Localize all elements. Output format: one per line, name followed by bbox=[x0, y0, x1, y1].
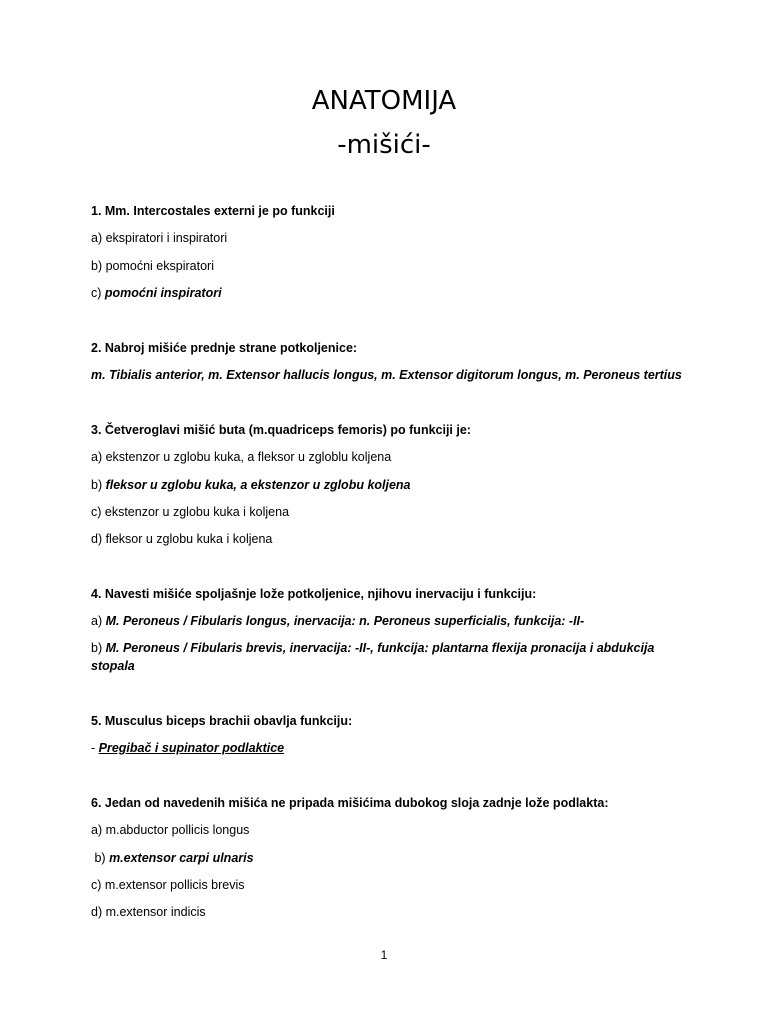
q4-option-b bbox=[91, 639, 691, 657]
q3-option-d: d) fleksor u zglobu kuka i koljena bbox=[91, 532, 273, 546]
question-4: 4. Navesti mišiće spoljašnje lože potkoljenice, njihovu inervaciju i funkciju: bbox=[91, 587, 537, 601]
q4-answer-b-line1: M. Peroneus / Fibularis brevis, inervacija: -II-, funkcija: plantarna flexija pronacija i abdukcija bbox=[105, 641, 655, 655]
q5-answer: Pregibač i supinator podlaktice bbox=[98, 741, 285, 755]
q1-option-c bbox=[91, 284, 691, 302]
q6-option-d: d) m.extensor indicis bbox=[91, 905, 206, 919]
q6-option-a: a) m.abductor pollicis longus bbox=[91, 823, 250, 837]
question-5: 5. Musculus biceps brachii obavlja funkciju: bbox=[91, 714, 353, 728]
q1-correct-answer: pomoćni inspiratori bbox=[104, 286, 222, 300]
q4-option-a-prefix: a) bbox=[91, 614, 106, 628]
question-2: 2. Nabroj mišiće prednje strane potkoljenice: bbox=[91, 341, 358, 355]
q3-option-c: c) ekstenzor u zglobu kuka i koljena bbox=[91, 505, 290, 519]
q5-answer-prefix: - bbox=[91, 741, 99, 755]
question-1: 1. Mm. Intercostales externi je po funkciji bbox=[91, 204, 335, 218]
q3-correct-answer: fleksor u zglobu kuka, a ekstenzor u zglobu koljena bbox=[105, 478, 411, 492]
q3-option-a: a) ekstenzor u zglobu kuka, a fleksor u zgloblu koljena bbox=[91, 450, 392, 464]
question-3: 3. Četveroglavi mišić buta (m.quadriceps femoris) po funkciji je: bbox=[91, 423, 471, 437]
q3-option-b bbox=[91, 476, 691, 494]
document-title: ANATOMIJA bbox=[311, 86, 457, 116]
page-number: 1 bbox=[380, 948, 388, 962]
q1-option-c-prefix: c) bbox=[91, 286, 105, 300]
q1-option-b: b) pomoćni ekspiratori bbox=[91, 259, 214, 273]
question-6: 6. Jedan od navedenih mišića ne pripada mišićima dubokog sloja zadnje lože podlakta: bbox=[91, 796, 609, 810]
q1-option-a: a) ekspiratori i inspiratori bbox=[91, 231, 228, 245]
q4-option-a bbox=[91, 612, 691, 630]
q4-answer-a: M. Peroneus / Fibularis longus, inervacija: n. Peroneus superficialis, funkcija: -II- bbox=[105, 614, 585, 628]
q5-answer-line bbox=[91, 739, 691, 757]
q4-option-b-prefix: b) bbox=[91, 641, 106, 655]
q6-option-b bbox=[91, 849, 691, 867]
q6-correct-answer: m.extensor carpi ulnaris bbox=[109, 851, 254, 865]
q4-answer-b-line2: stopala bbox=[91, 659, 135, 673]
document-subtitle: -mišići- bbox=[337, 130, 431, 160]
q2-answer: m. Tibialis anterior, m. Extensor hallucis longus, m. Extensor digitorum longus, m. Peroneus tertius bbox=[91, 368, 682, 382]
q3-option-b-prefix: b) bbox=[91, 478, 106, 492]
q6-option-c: c) m.extensor pollicis brevis bbox=[91, 878, 245, 892]
q6-option-b-prefix: b) bbox=[91, 851, 110, 865]
